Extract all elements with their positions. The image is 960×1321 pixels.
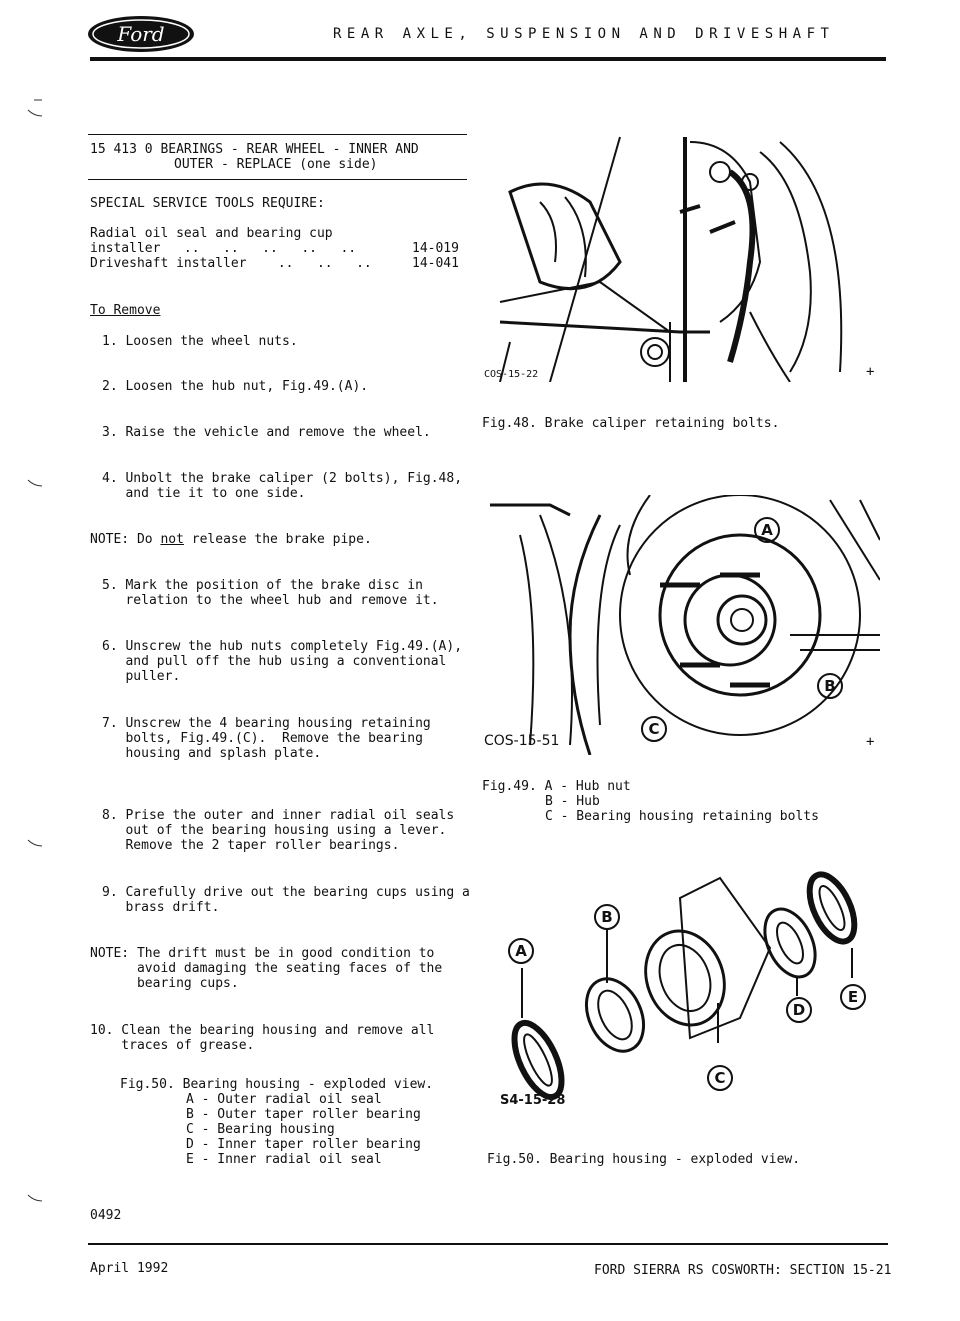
footer-date: April 1992 [90, 1261, 169, 1276]
fig49-code: COS-15-51 [484, 733, 560, 749]
tools-line2-name: installer .. .. .. .. .. [90, 241, 357, 256]
fig49-callout-b: B [817, 673, 843, 699]
fig50-legend-title: Fig.50. Bearing housing - exploded view. [120, 1077, 434, 1092]
page-header-title: REAR AXLE, SUSPENSION AND DRIVESHAFT [333, 26, 835, 42]
procedure-top-rule [88, 134, 467, 135]
fig50-code: S4-15-28 [500, 1093, 566, 1108]
fig50-legend-e: E - Inner radial oil seal [186, 1152, 382, 1167]
figure-48-brake-caliper [480, 132, 880, 382]
footer-section: FORD SIERRA RS COSWORTH: SECTION 15-21 [594, 1263, 892, 1278]
figure-49-hub-assembly [480, 495, 880, 755]
step-9b: brass drift. [102, 900, 220, 915]
crosshair-mark-1: + [866, 364, 875, 380]
step-9a: 9. Carefully drive out the bearing cups using a [102, 885, 470, 900]
fig50-callout-d: D [786, 997, 812, 1023]
tools-line3-code: 14-041 [412, 256, 459, 271]
tools-line2-code: 14-019 [412, 241, 459, 256]
fig49-caption-line1: Fig.49. A - Hub nut [482, 779, 631, 794]
step-2: 2. Loosen the hub nut, Fig.49.(A). [102, 379, 369, 394]
fig50-legend-b: B - Outer taper roller bearing [186, 1107, 421, 1122]
step-7c: housing and splash plate. [102, 746, 322, 761]
crosshair-mark-2: + [866, 734, 875, 750]
fig50-legend-c: C - Bearing housing [186, 1122, 335, 1137]
step-4a: 4. Unbolt the brake caliper (2 bolts), Fig.48, [102, 471, 463, 486]
step-8a: 8. Prise the outer and inner radial oil seals [102, 808, 455, 823]
tools-line3-name: Driveshaft installer .. .. .. [90, 256, 372, 271]
fig49-caption-line2: B - Hub [545, 794, 600, 809]
procedure-heading-line2: OUTER - REPLACE (one side) [174, 157, 378, 172]
step-6c: puller. [102, 669, 181, 684]
step-4b: and tie it to one side. [102, 486, 306, 501]
step-7a: 7. Unscrew the 4 bearing housing retaining [102, 716, 431, 731]
fig50-callout-b: B [594, 904, 620, 930]
fig50-legend-a: A - Outer radial oil seal [186, 1092, 382, 1107]
fig49-caption-line3: C - Bearing housing retaining bolts [545, 809, 819, 824]
step-6a: 6. Unscrew the hub nuts completely Fig.49.(A), [102, 639, 463, 654]
step-7b: bolts, Fig.49.(C). Remove the bearing [102, 731, 423, 746]
tools-line1: Radial oil seal and bearing cup [90, 226, 333, 241]
step-3: 3. Raise the vehicle and remove the wheel. [102, 425, 431, 440]
fig50-callout-e: E [840, 984, 866, 1010]
note-drift-b: avoid damaging the seating faces of the [90, 961, 443, 976]
footer-rule [88, 1243, 888, 1245]
ford-logo [86, 14, 196, 54]
fig49-callout-c: C [641, 716, 667, 742]
step-5b: relation to the wheel hub and remove it. [102, 593, 439, 608]
fig50-caption: Fig.50. Bearing housing - exploded view. [487, 1152, 801, 1167]
header-rule [90, 57, 886, 61]
procedure-heading-line1: 15 413 0 BEARINGS - REAR WHEEL - INNER AND [90, 142, 419, 157]
fig50-callout-c: C [707, 1065, 733, 1091]
note-brake-pipe: NOTE: Do not release the brake pipe. [90, 532, 372, 547]
svg-text:Ford: Ford [117, 22, 165, 46]
fig50-callout-a: A [508, 938, 534, 964]
step-10a: 10. Clean the bearing housing and remove all [90, 1023, 435, 1038]
note-drift-a: NOTE: The drift must be in good condition to [90, 946, 435, 961]
step-6b: and pull off the hub using a conventional [102, 654, 447, 669]
note-drift-c: bearing cups. [90, 976, 239, 991]
step-5a: 5. Mark the position of the brake disc in [102, 578, 423, 593]
step-1: 1. Loosen the wheel nuts. [102, 334, 298, 349]
step-8c: Remove the 2 taper roller bearings. [102, 838, 400, 853]
figure-50-exploded-view [490, 868, 890, 1118]
procedure-bottom-rule [88, 179, 467, 180]
to-remove-heading: To Remove [90, 303, 161, 318]
fig50-legend-d: D - Inner taper roller bearing [186, 1137, 421, 1152]
margin-marks [20, 60, 60, 1280]
fig49-callout-a: A [754, 517, 780, 543]
fig48-caption: Fig.48. Brake caliper retaining bolts. [482, 416, 780, 431]
step-10b: traces of grease. [90, 1038, 255, 1053]
document-code: 0492 [90, 1208, 122, 1223]
step-8b: out of the bearing housing using a lever. [102, 823, 447, 838]
tools-title: SPECIAL SERVICE TOOLS REQUIRE: [90, 196, 325, 211]
fig48-code: COS-15-22 [484, 369, 539, 380]
